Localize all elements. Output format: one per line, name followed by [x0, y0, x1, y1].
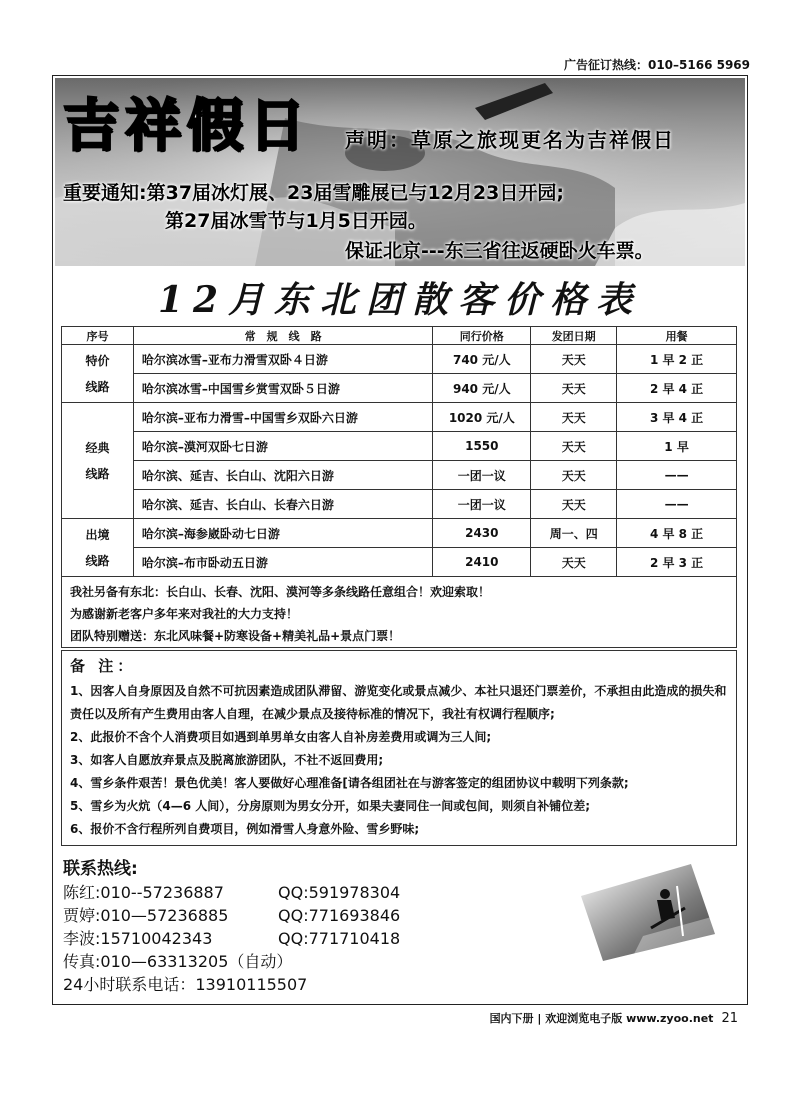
group-label: 出境线路: [85, 527, 110, 568]
contact-section: [63, 854, 400, 996]
contact-row: [63, 881, 400, 904]
header-price: 同行价格: [433, 327, 531, 345]
meal-cell: 1 早 2 正: [617, 345, 737, 374]
extra-line-1: 我社另备有东北：长白山、长春、沈阳、漠河等多条线路任意组合！欢迎索取！: [70, 585, 491, 599]
note-item-6: 6、报价不含行程所列自费项目，例如滑雪人身意外险、雪乡野味;: [70, 822, 420, 836]
route-cell: 哈尔滨、延吉、长白山、沈阳六日游: [133, 461, 432, 490]
note-item-5: 5、雪乡为火炕（4—6 人间），分房原则为男女分开，如果夫妻同住一间或包间，则须自补铺位差;: [70, 799, 591, 813]
table-row: [62, 432, 737, 461]
date-cell: 天天: [531, 403, 617, 432]
extra-line-2: 为感谢新老客户多年来对我社的大力支持！: [70, 607, 299, 621]
table-row: [62, 374, 737, 403]
page-footer: [490, 1010, 738, 1026]
footer-text: 国内下册 | 欢迎浏览电子版 www.zyoo.net: [489, 1012, 714, 1025]
contact-24h-hotline: 24小时联系电话：13910115507: [63, 975, 308, 994]
table-header-row: [62, 327, 737, 345]
date-cell: 天天: [531, 345, 617, 374]
price-table-title: 12月东北团散客价格表: [157, 279, 643, 321]
contact-phone: 李波:15710042343: [63, 929, 213, 948]
group-outbound: [62, 519, 134, 577]
date-cell: 天天: [531, 548, 617, 577]
banner: [55, 78, 745, 266]
contact-row: [63, 927, 400, 950]
route-cell: 哈尔滨冰雪–亚布力滑雪双卧４日游: [133, 345, 432, 374]
header-meal: 用餐: [617, 327, 737, 345]
price-cell: 1550: [433, 432, 531, 461]
meal-cell: 3 早 4 正: [617, 403, 737, 432]
meal-cell: 2 早 4 正: [617, 374, 737, 403]
contact-phone: 陈红:010--57236887: [63, 883, 224, 902]
price-cell: 740 元/人: [433, 345, 531, 374]
contact-title: 联系热线:: [63, 859, 138, 879]
contact-phone: 贾婷:010—57236885: [63, 906, 229, 925]
route-cell: 哈尔滨–布市卧动五日游: [133, 548, 432, 577]
page-frame: [52, 75, 748, 1005]
table-row: [62, 461, 737, 490]
table-row: [62, 403, 737, 432]
date-cell: 天天: [531, 374, 617, 403]
meal-cell: 1 早: [617, 432, 737, 461]
notes-section: [61, 650, 737, 846]
price-cell: 一团一议: [433, 490, 531, 519]
top-hotline: 广告征订热线：010–5166 5969: [563, 58, 750, 72]
notice-line-1: 重要通知:第37届冰灯展、23届雪雕展已与12月23日开园;: [63, 182, 564, 204]
group-classic: [62, 403, 134, 519]
meal-cell: ——: [617, 490, 737, 519]
table-row: [62, 490, 737, 519]
header-index: 序号: [62, 327, 134, 345]
meal-cell: 2 早 3 正: [617, 548, 737, 577]
price-cell: 2430: [433, 519, 531, 548]
note-item-4: 4、雪乡条件艰苦！景色优美！客人要做好心理准备[请各组团社在与游客签定的组团协议中载明下列条款;: [70, 776, 629, 790]
meal-cell: 4 早 8 正: [617, 519, 737, 548]
route-cell: 哈尔滨–海参崴卧动七日游: [133, 519, 432, 548]
route-cell: 哈尔滨冰雪–中国雪乡赏雪双卧５日游: [133, 374, 432, 403]
contact-qq: QQ:591978304: [278, 883, 401, 902]
price-cell: 一团一议: [433, 461, 531, 490]
date-cell: 天天: [531, 461, 617, 490]
contact-qq: QQ:771710418: [278, 929, 401, 948]
route-price-table: [61, 326, 737, 577]
contact-qq: QQ:771693846: [278, 906, 401, 925]
skier-photo: [573, 856, 723, 966]
page-number: 21: [721, 1011, 738, 1026]
extra-offers: [61, 576, 737, 648]
notice-line-3: 保证北京---东三省往返硬卧火车票。: [345, 240, 654, 262]
contact-row: [63, 904, 400, 927]
group-special: [62, 345, 134, 403]
route-cell: 哈尔滨–亚布力滑雪–中国雪乡双卧六日游: [133, 403, 432, 432]
header-date: 发团日期: [531, 327, 617, 345]
route-cell: 哈尔滨–漠河双卧七日游: [133, 432, 432, 461]
note-item-1: 1、因客人自身原因及自然不可抗因素造成团队滞留、游览变化或景点减少、本社只退还门票差价，不承担由此造成的损失和责任以及所有产生费用由客人自理，在减少景点及接待标准的情况下，我社有权调行程顺序;: [70, 684, 727, 721]
group-label: 经典线路: [85, 440, 110, 481]
table-row: [62, 548, 737, 577]
table-row: [62, 345, 737, 374]
route-cell: 哈尔滨、延吉、长白山、长春六日游: [133, 490, 432, 519]
notes-title: 备 注：: [70, 657, 137, 675]
date-cell: 天天: [531, 432, 617, 461]
price-cell: 2410: [433, 548, 531, 577]
note-item-3: 3、如客人自愿放弃景点及脱离旅游团队，不社不返回费用;: [70, 753, 384, 767]
header-route: 常 规 线 路: [133, 327, 432, 345]
price-cell: 940 元/人: [433, 374, 531, 403]
note-item-2: 2、此报价不含个人消费项目如遇到单男单女由客人自补房差费用或调为三人间;: [70, 730, 492, 744]
group-label: 特价线路: [85, 353, 110, 394]
date-cell: 天天: [531, 490, 617, 519]
extra-line-3: 团队特别赠送：东北风味餐+防寒设备+精美礼品+景点门票！: [70, 629, 401, 643]
contact-fax: 传真:010—63313205（自动）: [63, 952, 293, 971]
rename-statement: 声明：草原之旅现更名为吉祥假日: [345, 128, 675, 152]
table-row: [62, 519, 737, 548]
price-cell: 1020 元/人: [433, 403, 531, 432]
date-cell: 周一、四: [531, 519, 617, 548]
notice-line-2: 第27届冰雪节与1月5日开园。: [165, 210, 427, 232]
meal-cell: ——: [617, 461, 737, 490]
brand-logo: 吉祥假日: [63, 93, 311, 159]
